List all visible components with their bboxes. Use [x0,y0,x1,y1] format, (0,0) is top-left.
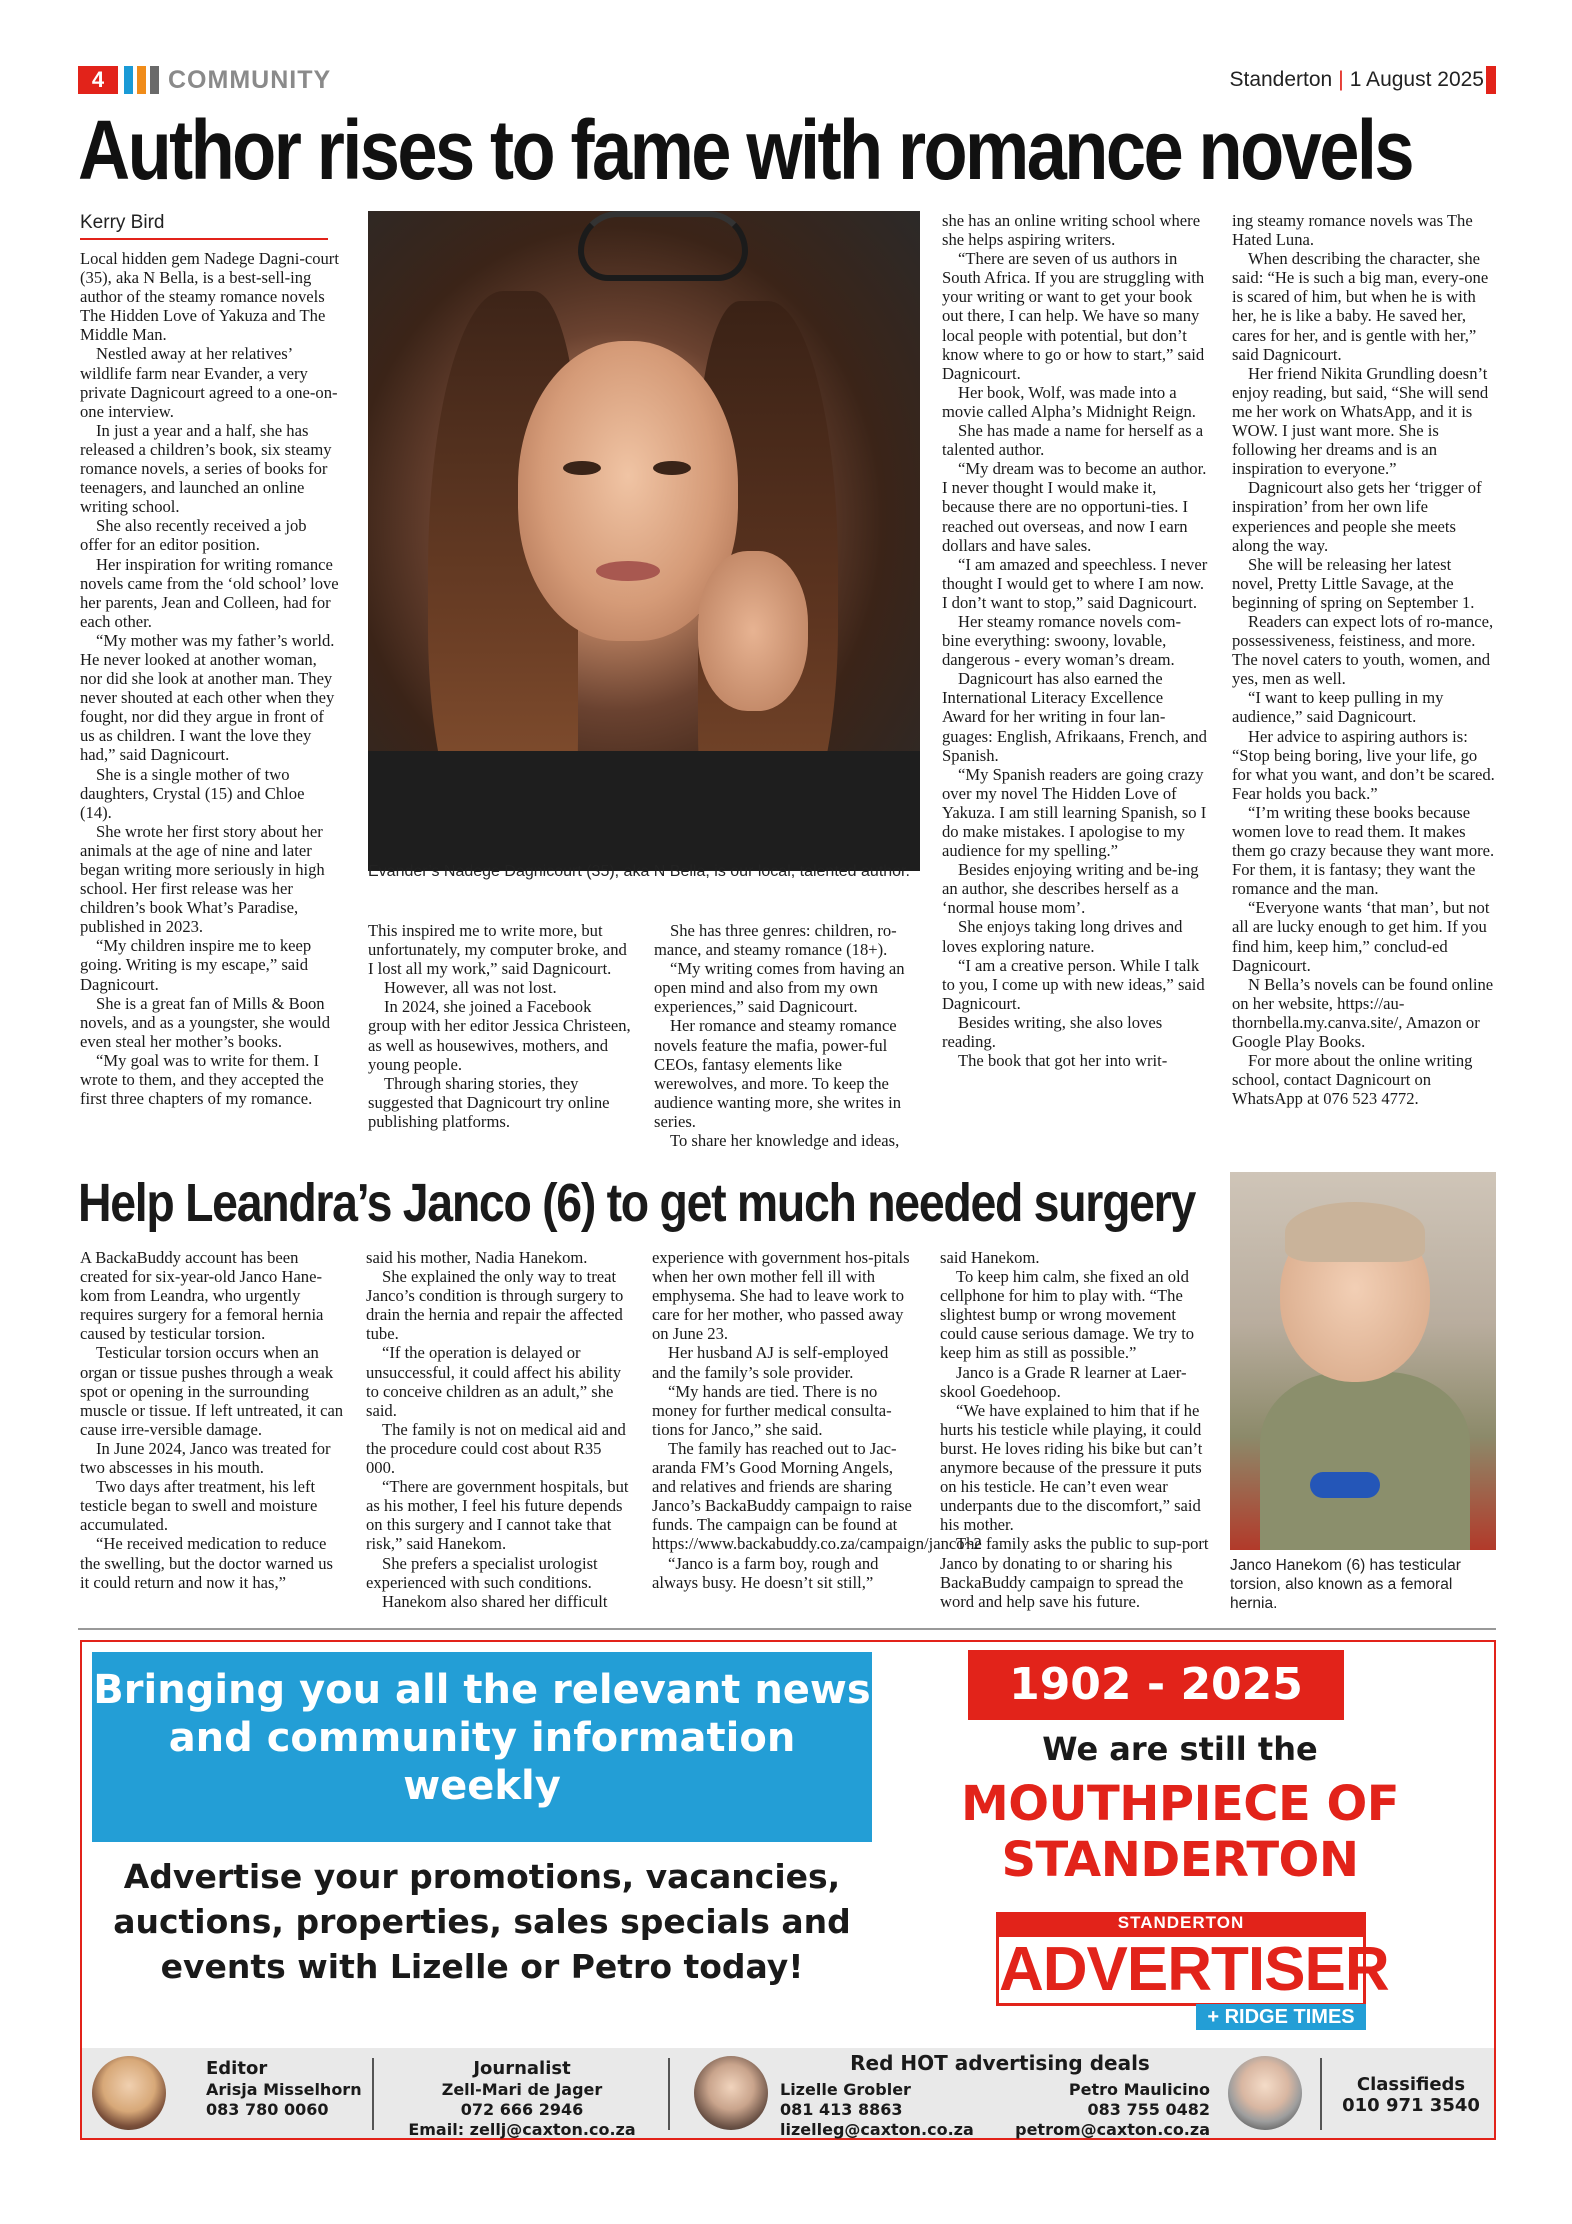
paragraph: “My goal was to write for them. I wrote to them, and they accepted the first three chapters of my romance. [80,1050,324,1109]
petro-phone: 083 755 0482 [1087,2100,1210,2119]
deals-title: Red HOT advertising deals [850,2051,1150,2075]
ad-divider [78,1628,1496,1630]
header-color-bar [137,66,146,94]
paragraph: “My mother was my father’s world. He never looked at another woman, nor did she look at another man. They never shouted at each other when they fought, nor did they argue in front of us as children. I want the love they had,” said Dagnicourt. [80,630,335,765]
header-color-bar [150,66,159,94]
story1-column-3 [654,921,920,1161]
contact-divider [1320,2058,1322,2130]
story1-column-2 [368,921,634,1161]
paragraph: said Hanekom. [940,1248,1040,1267]
story1-column-5 [1232,211,1496,1161]
story2-column-4 [940,1248,1210,1626]
paragraph: Nestled away at her relatives’ wildlife farm near Evander, a very private Dagnicourt agreed to a one-on-one interview. [80,344,338,421]
classifieds-contact [1336,2074,1486,2116]
page-number: 4 [78,66,118,94]
paragraph: “There are seven of us authors in South Africa. If you are struggling with your writing or want to get your book out there, I can help. We have so many local people with potential, but don’t know where to go or how to start,” said Dagnicourt. [942,249,1205,383]
paragraph: Testicular torsion occurs when an organ or tissue pushes through a weak spot or opening in the surrounding muscle or tissue. If left untreated, it can cause irre-versible damage. [80,1343,344,1439]
lizelle-avatar [694,2056,768,2130]
journalist-name: Zell-Mari de Jager [441,2080,603,2099]
paragraph: Her book, Wolf, was made into a movie called Alpha’s Midnight Reign. [942,382,1196,421]
paragraph: The family is not on medical aid and the procedure could cost about R35 000. [366,1419,626,1478]
paragraph: “I want to keep pulling in my audience,” said Dagnicourt. [1232,688,1444,727]
paragraph: Dagnicourt also gets her ‘trigger of inspiration’ from her own life experiences and people she meets along the way. [1232,478,1482,555]
paragraph: Her romance and steamy romance novels feature the mafia, power-ful CEOs, fantasy elements like werewolves, and more. To keep the audience wanting more, she writes in series. [654,1016,901,1131]
journalist-email: Email: zellj@caxton.co.za [408,2120,636,2139]
paragraph: said his mother, Nadia Hanekom. [366,1248,588,1267]
classifieds-title: Classifieds [1356,2074,1466,2095]
contact-divider [372,2058,374,2130]
paragraph: To share her knowledge and ideas, [670,1131,900,1151]
paragraph: In 2024, she joined a Facebook group with her editor Jessica Christeen, as well as housewives, mothers, and young people. [368,997,631,1074]
sunglasses-icon [578,211,748,281]
paragraph: The book that got her into writ- [958,1051,1168,1071]
ad-years-badge: 1902 - 2025 [968,1650,1344,1720]
journalist-contact [392,2058,652,2140]
paragraph: Hanekom also shared her difficult [382,1591,608,1611]
story2-column-1 [80,1248,344,1626]
story1-column-4 [942,211,1208,1161]
contact-divider [668,2058,670,2130]
paragraph: This inspired me to write more, but unfortunately, my computer broke, and I lost all my work,” said Dagnicourt. [368,921,627,979]
second-headline: Help Leandra’s Janco (6) to get much needed surgery [78,1173,1196,1233]
journalist-title: Journalist [473,2058,571,2079]
ad-still-text: We are still the [1042,1730,1318,1768]
paragraph: Her inspiration for writing romance novels came from the ‘old school’ love her parents, Jean and Colleen, had for each other. [80,554,339,631]
paragraph: Her advice to aspiring authors is: “Stop being boring, live your life, go for what you want, and don’t be scared. Fear holds you back.” [1232,726,1495,803]
paragraph: she has an online writing school where she helps aspiring writers. [942,211,1201,250]
paragraph: Through sharing stories, they suggested that Dagnicourt try online publishing platforms. [368,1073,610,1131]
paragraph: Her friend Nikita Grundling doesn’t enjoy reading, but said, “She will send me her work on WhatsApp, and it is WOW. I just want more. She is following her dreams and is an inspiration to everyone.” [1232,363,1489,479]
logo-main-text: ADVERTISER [996,1934,1366,2006]
petro-name: Petro Maulicino [1068,2080,1210,2099]
editor-title: Editor [206,2058,268,2079]
story2-column-3 [652,1248,982,1626]
journalist-phone: 072 666 2946 [460,2100,584,2119]
logo-top-text: STANDERTON [996,1912,1366,1934]
paragraph: “He received medication to reduce the swelling, but the doctor warned us it could return and now it has,” [80,1534,333,1592]
paragraph: In just a year and a half, she has released a children’s book, six steamy romance novels, a series of books for teenagers, and launched an online writing school. [80,420,332,517]
paragraph: She prefers a specialist urologist experienced with such conditions. [366,1553,598,1592]
lizelle-contact [780,2080,980,2140]
paragraph: “I’m writing these books because women love to read them. It makes them go crazy because they want more. For them, it is fantasy; they want the romance and the man. [1232,802,1495,899]
paragraph: ing steamy romance novels was The Hated Luna. [1232,211,1473,250]
classifieds-phone: 010 971 3540 [1342,2095,1480,2116]
paragraph: N Bella’s novels can be found online on her website, https://au-thornbella.my.canva.site/, Amazon or Google Play Books. [1232,974,1494,1052]
editor-phone: 083 780 0060 [206,2100,329,2119]
paragraph: “I am amazed and speechless. I never thought I would get to where I am now. I don’t want to stop,” said Dagnicourt. [942,554,1208,612]
paragraph: She has made a name for herself as a talented author. [942,421,1204,460]
header-red-tab [1486,66,1496,94]
lizelle-phone: 081 413 8863 [780,2100,903,2119]
paragraph: However, all was not lost. [384,978,557,998]
ad-advertise-text: Advertise your promotions, vacancies, auctions, properties, sales specials and events with Lizelle or Petro today! [113,1857,851,1986]
paragraph: “If the operation is delayed or unsuccessful, it could affect his ability to conceive children as an adult,” she said. [366,1343,621,1420]
author-photo [368,211,920,857]
paragraph: She is a great fan of Mills & Boon novels, and as a youngster, she would even steal her mother’s books. [80,993,331,1051]
paragraph: Two days after treatment, his left testicle began to swell and moisture accumulated. [80,1477,318,1535]
paragraph: For more about the online writing school, contact Dagnicourt on WhatsApp at 076 523 4772. [1232,1051,1473,1109]
janco-photo [1230,1172,1496,1550]
paragraph: Dagnicourt has also earned the International Literacy Excellence Award for her writing in four lan-guages: English, Afrikaans, French, and Spanish. [942,669,1207,765]
paragraph: To keep him calm, she fixed an old cellphone for him to play with. “The slightest bump or wrong movement could cause serious damage. We try to keep him as still as possible.” [940,1267,1195,1363]
paragraph: Local hidden gem Nadege Dagni-court (35), aka N Bella, is a best-sell-ing author of the steamy romance novels The Hidden Love of Yakuza and The Middle Man. [80,249,339,345]
paragraph: She has three genres: children, ro-mance, and steamy romance (18+). [654,921,897,960]
petro-contact [1000,2080,1210,2140]
header-color-bar [124,66,133,94]
logo-sub-text: + RIDGE TIMES [1196,2004,1366,2030]
lizelle-email: lizelleg@caxton.co.za [780,2120,974,2139]
paragraph: Besides enjoying writing and be-ing an author, she describes herself as a ‘normal house mom’. [942,860,1199,918]
paragraph: experience with government hos-pitals when her own mother fell ill with emphysema. She had to leave work to care for her mother, who passed away on June 23. [652,1248,910,1344]
ad-blue-banner: Bringing you all the relevant news and community information weekly [92,1652,872,1842]
paragraph: She enjoys taking long drives and loves exploring nature. [942,917,1183,956]
paragraph: She will be releasing her latest novel, Pretty Little Savage, at the beginning of spring on September 1. [1232,554,1475,612]
paragraph: Janco is a Grade R learner at Laer-skool Goedehoop. [940,1362,1187,1401]
janco-photo-caption: Janco Hanekom (6) has testicular torsion, also known as a femoral hernia. [1230,1557,1461,1612]
lizelle-name: Lizelle Grobler [780,2080,911,2099]
paragraph: “My children inspire me to keep going. Writing is my escape,” said Dagnicourt. [80,936,312,994]
dateline: Standerton | 1 August 2025 [1229,68,1484,91]
story1-column-1 [80,249,340,1159]
paragraph: Readers can expect lots of ro-mance, possessiveness, feistiness, and more. The novel caters to youth, women, and yes, men as well. [1232,611,1494,689]
paragraph: She is a single mother of two daughters, Crystal (15) and Chloe (14). [80,764,305,822]
petro-email: petrom@caxton.co.za [1015,2120,1210,2139]
paragraph: “There are government hospitals, but as his mother, I feel his future depends on this surgery and I cannot take that risk,” said Hanekom. [366,1477,629,1554]
paragraph: A BackaBuddy account has been created for six-year-old Janco Hane-kom from Leandra, who urgently requires surgery for a femoral hernia caused by testicular torsion. [80,1248,324,1344]
byline-rule [80,238,328,240]
ad-mouthpiece-text: MOUTHPIECE OF STANDERTON [960,1776,1400,1888]
paragraph: The family has reached out to Jac-aranda FM’s Good Morning Angels, and relatives and friends are sharing Janco’s BackaBuddy campaign to raise funds. The campaign can be found at https://www.backabuddy.co.za/campaign/janco~2 [652,1438,982,1554]
paragraph: “We have explained to him that if he hurts his testicle while playing, it could burst. He loves riding his bike but can’t anymore because of the pressure it puts on his testicle. He can’t even wear underpants due to the discomfort,” said his mother. [940,1400,1203,1535]
paragraph: She wrote her first story about her animals at the age of nine and later began writing more seriously in high school. Her first release was her children’s book What’s Paradise, published in 2023. [80,821,325,937]
paragraph: “Everyone wants ‘that man’, but not all are lucky enough to get him. If you find him, keep him,” conclud-ed Dagnicourt. [1232,898,1490,975]
paragraph: Her steamy romance novels com-bine everything: swoony, lovable, dangerous - every woman’s dream. [942,611,1182,670]
paragraph: “My hands are tied. There is no money for further medical consulta-tions for Janco,” she said. [652,1381,892,1439]
paragraph: “My dream was to become an author. I never thought I would make it, because there are no opportuni-ties. I reached out overseas, and now I earn dollars and have sales. [942,459,1207,555]
section-label: COMMUNITY [168,66,332,94]
town-name: Standerton [1229,68,1333,91]
advertiser-logo [996,1912,1389,2030]
paragraph: “My Spanish readers are going crazy over my novel The Hidden Love of Yakuza. I am still learning Spanish, so I do make mistakes. I apologise to my audience for my spelling.” [942,764,1207,861]
main-headline: Author rises to fame with romance novels [78,103,1412,197]
paragraph: In June 2024, Janco was treated for two abscesses in his mouth. [80,1438,331,1478]
issue-date: 1 August 2025 [1349,68,1484,91]
editor-contact [206,2058,376,2120]
paragraph: Besides writing, she also loves reading. [942,1012,1163,1052]
paragraph: “I am a creative person. While I talk to you, I come up with new ideas,” said Dagnicourt. [942,955,1205,1013]
byline: Kerry Bird [80,212,165,233]
paragraph: The family asks the public to sup-port Janco by donating to or sharing his BackaBuddy campaign to spread the word and help save his future. [940,1534,1209,1611]
paragraph: She also recently received a job offer for an editor position. [80,516,307,555]
editor-avatar [92,2056,166,2130]
petro-avatar [1228,2056,1302,2130]
toy-car-icon [1310,1472,1380,1498]
paragraph: “My writing comes from having an open mind and also from my own experiences,” said Dagnicourt. [654,959,905,1017]
paragraph: Her husband AJ is self-employed and the family’s sole provider. [652,1343,889,1382]
paragraph: When describing the character, she said: “He is such a big man, every-one is scared of him, but when he is with her, he is like a baby. He saved her, cares for her, and is gentle with her,” said Dagnicourt. [1232,249,1489,364]
story2-column-2 [366,1248,630,1626]
editor-name: Arisja Misselhorn [206,2080,362,2099]
paragraph: “Janco is a farm boy, rough and always busy. He doesn’t sit still,” [652,1553,879,1592]
paragraph: She explained the only way to treat Janco’s condition is through surgery to drain the hernia and repair the affected tube. [366,1267,624,1344]
author-photo-caption: Evander’s Nadege Dagnicourt (35), aka N Bella, is our local, talented author. [368,863,910,880]
